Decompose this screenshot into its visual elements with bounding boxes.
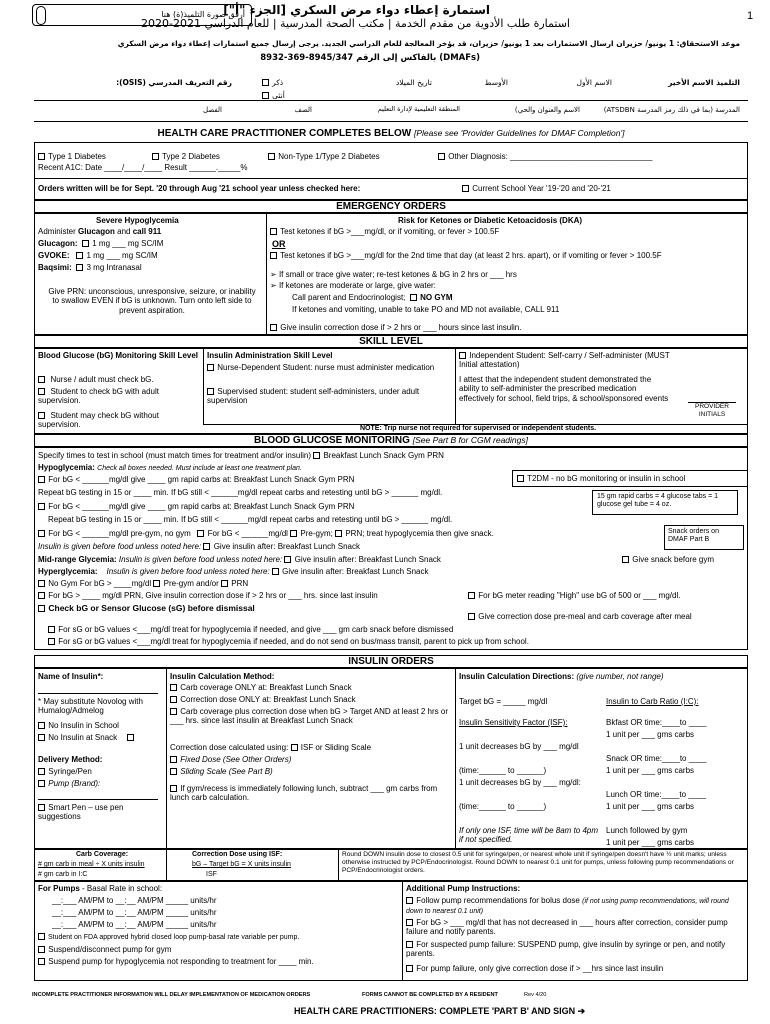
- glucagon-row[interactable]: [38, 239, 163, 248]
- bgm-line15[interactable]: [48, 637, 529, 646]
- dismiss1-label: For sG or bG values <___mg/dl treat for hypoglycemia if needed, and give ___ gm carb snack before dismissed: [58, 625, 454, 634]
- hcp-banner: [34, 128, 748, 140]
- gvoke-label: GVOKE:: [38, 251, 70, 260]
- prn2-label: PRN: [231, 579, 249, 588]
- bg-skill-2[interactable]: [38, 387, 202, 406]
- lunch-gym-ratio[interactable]: 1 unit per ___ gms carbs: [606, 838, 695, 847]
- pump-gym-checkbox[interactable]: [38, 946, 45, 953]
- hyper-opts: Give insulin after: Breakfast Lunch Snack: [282, 567, 429, 576]
- bg-skill-title: Blood Glucose (bG) Monitoring Skill Level: [38, 351, 199, 360]
- bgm-l8-checkbox[interactable]: [203, 543, 210, 550]
- syringe-label: Syringe/Pen: [48, 767, 92, 776]
- bg-skill-1[interactable]: [38, 375, 154, 384]
- hyper-note: Insulin is given before food unless noted here:: [106, 567, 270, 576]
- glucagon-checkbox[interactable]: [82, 240, 89, 247]
- isf1-time[interactable]: (time:______ to ______): [459, 766, 547, 775]
- glucagon-options: 1 mg ___ mg SC/IM: [92, 239, 164, 248]
- rounding-note: Round DOWN insulin dose to closest 0.5 unit for syringe/pen, or nearest whole unit if syringe/pen doesn't have ½ unit marks; unless otherwise instructed by PCP/Endocrinologist. Round DOWN to nearest 0.1 unit for pumps, unless following pump recommendations or PCP/Endocrinologist orders.: [342, 851, 734, 874]
- label-dob[interactable]: تاريخ الميلاد: [395, 78, 432, 87]
- correction-formula1: bG – Target bG = X units insulin: [192, 861, 291, 868]
- fax-text: (DMAFs) بالفاكس إلى الرقم 8945/347-369-8932: [260, 53, 480, 63]
- dka-or: OR: [272, 239, 286, 249]
- add-pump-title: Additional Pump Instructions:: [406, 884, 521, 893]
- dismiss1-checkbox[interactable]: [48, 626, 55, 633]
- no-snack-checkbox[interactable]: [38, 734, 45, 741]
- nogym-label: NO GYM: [420, 293, 453, 302]
- bgm-line4: Repeat bG testing in 15 or ____ min. If bG still < ______mg/dl repeat carbs and retesting until bG > ______ mg/dl.: [38, 488, 443, 497]
- smart-pen-checkbox[interactable]: [38, 804, 45, 811]
- bgm-line5[interactable]: [38, 502, 354, 511]
- isf2-time[interactable]: (time:______ to ______): [459, 802, 547, 811]
- paperclip-icon: [36, 6, 46, 25]
- skill-level-title: SKILL LEVEL: [34, 335, 748, 348]
- fixed-dose-checkbox[interactable]: [170, 756, 177, 763]
- dismissal-checkbox[interactable]: [38, 605, 45, 612]
- t2dm-checkbox[interactable]: [517, 475, 524, 482]
- label-class[interactable]: الفصل: [203, 106, 222, 114]
- bgm-l1-opts: Breakfast Lunch Snack Gym PRN: [323, 451, 444, 460]
- bgm-l7-checkbox[interactable]: [38, 530, 45, 537]
- dka3-label: If small or trace give water; re-test ketones & bG in 2 hrs or ___ hrs: [278, 270, 517, 279]
- isf-label: Insulin Sensitivity Factor (ISF):: [459, 718, 568, 727]
- hypo-header: [38, 463, 302, 473]
- bgm-title-band: [34, 434, 748, 447]
- type2-checkbox[interactable]: [152, 153, 159, 160]
- no-school-option[interactable]: [38, 721, 119, 730]
- syringe-option[interactable]: [38, 767, 92, 776]
- baqsimi-options: 3 mg Intranasal: [86, 263, 142, 272]
- type2-option[interactable]: [152, 152, 220, 161]
- hcp-title: HEALTH CARE PRACTITIONER COMPLETES BELOW: [157, 128, 412, 139]
- a1c-field[interactable]: Recent A1C: Date ____/____/____ Result ______._____%: [38, 163, 248, 172]
- dka-line5[interactable]: [292, 293, 453, 302]
- carb-plus-opts: Breakfast Lunch Snack: [270, 716, 353, 726]
- gvoke-options: 1 mg ___ mg SC/IM: [86, 251, 158, 260]
- male-label: ذكر: [272, 78, 284, 87]
- correction-title: Correction Dose using ISF:: [192, 851, 283, 858]
- hyper-row[interactable]: [38, 567, 428, 576]
- bgm-line1[interactable]: [38, 451, 444, 460]
- ic-ratio: Insulin to Carb Ratio (I:C):: [606, 697, 699, 706]
- bgm-line7[interactable]: [38, 529, 494, 538]
- ins-skill-1[interactable]: [207, 363, 451, 372]
- bgm-l5-checkbox[interactable]: [38, 503, 45, 510]
- bgm-l3-checkbox[interactable]: [38, 476, 45, 483]
- bgm-l12-label: For bG > ____ mg/dl PRN, Give insulin correction dose if > 2 hrs or ___ hrs. since last insulin: [48, 591, 378, 600]
- t2dm-label: T2DM - no bG monitoring or insulin in school: [527, 474, 686, 483]
- snack-note: Snack orders on DMAF Part B: [668, 528, 719, 544]
- add1-note: (if not using pump recommendations, will round down to nearest 0.1 unit): [406, 898, 729, 916]
- pump-option[interactable]: [38, 779, 100, 788]
- add3-label: For suspected pump failure: SUSPEND pump, give insulin by syringe or pen, and notify parents.: [406, 940, 726, 959]
- midrange-row[interactable]: [38, 555, 441, 564]
- add-pump-1[interactable]: [406, 896, 744, 917]
- bg-skill-3-label: Student may check bG without supervision.: [38, 411, 159, 430]
- nogym-bg-checkbox[interactable]: [38, 580, 45, 587]
- dka-title: Risk for Ketones or Diabetic Ketoacidosis (DKA): [398, 216, 583, 225]
- gvoke-checkbox[interactable]: [76, 252, 83, 259]
- pump-hypo-checkbox[interactable]: [38, 958, 45, 965]
- bgm-l5-label: For bG < ______mg/dl give ____ gm rapid carbs at:: [48, 502, 232, 511]
- bgm-l12-checkbox[interactable]: [38, 592, 45, 599]
- bg-skill-3[interactable]: [38, 411, 202, 430]
- type2-label: Type 2 Diabetes: [162, 152, 220, 161]
- gym-subtract-label: If gym/recess is immediately following lunch, subtract ___ gm carbs from lunch carb calculation.: [170, 784, 438, 803]
- add-pump-4[interactable]: [406, 964, 663, 973]
- no-snack-label: No Insulin at Snack: [48, 733, 118, 742]
- isf2[interactable]: 1 unit decreases bG by ___ mg/dl:: [459, 778, 581, 787]
- dka5-label: Call parent and Endocrinologist;: [292, 293, 406, 302]
- baqsimi-checkbox[interactable]: [76, 264, 83, 271]
- carb-only-opts: Breakfast Lunch Snack: [269, 683, 352, 692]
- carb-only-label: Carb coverage ONLY at:: [180, 683, 268, 692]
- midrange-note: Insulin is given before food unless noted here:: [118, 555, 283, 564]
- calc-using[interactable]: [170, 743, 371, 752]
- hcp-note: [Please see 'Provider Guidelines for DMAF Completion']: [413, 128, 625, 138]
- insulin-name-label: Name of Insulin*:: [38, 672, 104, 681]
- dir-title-label: Insulin Calculation Directions:: [459, 672, 575, 681]
- dka-line6: If ketones and vomiting, unable to take PO and MD not available, CALL 911: [292, 305, 560, 314]
- ins-skill-2[interactable]: [207, 387, 451, 406]
- male-checkbox[interactable]: [262, 79, 269, 86]
- type1-label: Type 1 Diabetes: [48, 152, 106, 161]
- hyper-checkbox[interactable]: [272, 568, 279, 575]
- dka2-checkbox[interactable]: [270, 252, 277, 259]
- label-school[interactable]: المدرسة (بما في ذلك رمز المدرسة ATSDBN): [603, 106, 740, 114]
- footer-incomplete: INCOMPLETE PRACTITIONER INFORMATION WILL DELAY IMPLEMENTATION OF MEDICATION ORDERS: [32, 992, 311, 998]
- type1-checkbox[interactable]: [38, 153, 45, 160]
- sex-male-option[interactable]: [262, 79, 283, 88]
- sex-female-option[interactable]: [262, 92, 285, 101]
- hypo-label: Hypoglycemia:: [38, 463, 95, 472]
- syringe-checkbox[interactable]: [38, 768, 45, 775]
- dismissal-label: Check bG or Sensor Glucose (sG) before dismissal: [48, 603, 255, 613]
- add4-label: For pump failure, only give correction dose if > __hrs since last insulin: [416, 964, 664, 973]
- label-district[interactable]: المنطقة التعليمية لإدارة التعليم: [377, 105, 460, 113]
- bgm-l5-opts: Breakfast Lunch Snack Gym PRN: [233, 502, 355, 511]
- other-checkbox[interactable]: [438, 153, 445, 160]
- isf-note: If only one ISF, time will be 8am to 4pm if not specified.: [459, 826, 599, 845]
- basal-rate-1[interactable]: __:___ AM/PM to __:__ AM/PM _____ units/hr: [52, 896, 217, 905]
- pump-hybrid[interactable]: [38, 933, 299, 942]
- add4-checkbox[interactable]: [406, 965, 413, 972]
- bgm-l1-label: Specify times to test in school (must match times for treatment and/or insulin): [38, 451, 311, 460]
- hypo-line1: Administer Glucagon and call 911: [38, 227, 162, 236]
- sliding-label: Sliding Scale (See Part B): [180, 767, 273, 776]
- t2dm-box[interactable]: [512, 470, 748, 487]
- pumps-title: [38, 884, 162, 893]
- add-pump-3[interactable]: [406, 940, 744, 959]
- pregym-label: Pre-gym;: [300, 529, 333, 538]
- baqsimi-row[interactable]: [38, 263, 142, 272]
- hyper-label: Hyperglycemia:: [38, 567, 98, 576]
- baqsimi-label: Baqsimi:: [38, 263, 72, 272]
- calc-carb-plus[interactable]: [170, 707, 450, 726]
- bgm-l3-label: For bG < ______mg/dl give ____ gm rapid carbs at:: [48, 475, 232, 484]
- carb-plus-checkbox[interactable]: [170, 708, 177, 715]
- premeal-label: Give correction dose pre-meal and carb coverage after meal: [478, 612, 692, 621]
- prn-treat-label: PRN; treat hypoglycemia then give snack.: [345, 529, 494, 538]
- fixed-dose-label: Fixed Dose (See Other Orders): [180, 755, 292, 764]
- gym-subtract-checkbox[interactable]: [170, 785, 177, 792]
- orders-period: Orders written will be for Sept. '20 through Aug '21 school year unless checked here:: [38, 184, 361, 193]
- gvoke-row[interactable]: [38, 251, 158, 260]
- pump-hypo[interactable]: [38, 957, 314, 966]
- label-last-name[interactable]: التلميذ الاسم الأخير: [668, 78, 740, 87]
- bgm-l7b-label: For bG < ______mg/dl: [207, 529, 288, 538]
- ind-skill-label: Independent Student: Self-carry / Self-administer (MUST Initial attestation): [459, 351, 670, 370]
- bgm-l7-label: For bG < ______mg/dl pre-gym, no gym: [48, 529, 191, 538]
- bg-skill-3-checkbox[interactable]: [38, 412, 45, 419]
- dka-line1[interactable]: [270, 227, 499, 236]
- pumps-subtitle: - Basal Rate in school:: [82, 884, 163, 893]
- calc-sliding[interactable]: [170, 767, 273, 776]
- ins-skill-1-checkbox[interactable]: [207, 364, 214, 371]
- ind-skill-checkbox[interactable]: [459, 352, 466, 359]
- bgm-line11[interactable]: [38, 579, 248, 588]
- hypo-note: Check all boxes needed. Must include at least one treatment plan.: [97, 465, 302, 472]
- provider-initials[interactable]: PROVIDER INITIALS: [688, 402, 736, 418]
- bgm-l8-opts: Give insulin after: Breakfast Lunch Snack: [213, 542, 360, 551]
- ins-skill-1-label: Nurse-Dependent Student: nurse must administer medication: [217, 363, 435, 372]
- pumps-title-label: For Pumps: [38, 884, 80, 893]
- dka1-label: Test ketones if bG >___mg/dl, or if vomiting, or fever > 100.5F: [280, 227, 500, 236]
- other-option[interactable]: [438, 152, 652, 161]
- dka-line3: ➢ If small or trace give water; re-test ketones & bG in 2 hrs or ___ hrs: [270, 270, 517, 279]
- no-school-checkbox[interactable]: [38, 722, 45, 729]
- lunch-ratio[interactable]: 1 unit per ___ gms carbs: [606, 802, 695, 811]
- dka2-label: Test ketones if bG >___mg/dl for the 2nd time that day (at least 2 hrs. apart), or if vomiting or fever > 100.5F: [280, 251, 662, 260]
- footer-final: HEALTH CARE PRACTITIONERS: COMPLETE 'PART B' AND SIGN ➔: [294, 1006, 586, 1016]
- bg-skill-2-label: Student to check bG with adult supervision.: [38, 387, 159, 406]
- pump-hypo-label: Suspend pump for hypoglycemia not responding to treatment for ____ min.: [48, 957, 314, 966]
- bgm-line12b[interactable]: [468, 591, 680, 600]
- lunch-gym: Lunch followed by gym: [606, 826, 688, 835]
- hybrid-label: Student on FDA approved hybrid closed loop pump-basal rate variable per pump.: [47, 934, 300, 941]
- isf-checkbox[interactable]: [291, 744, 298, 751]
- add3-checkbox[interactable]: [406, 941, 413, 948]
- bgm-l7b-checkbox[interactable]: [197, 530, 204, 537]
- bgm-line13b[interactable]: [468, 612, 692, 621]
- bgm-l3-opts: Breakfast Lunch Snack Gym PRN: [233, 475, 355, 484]
- corr-only-opts: Breakfast Lunch Snack: [273, 695, 356, 704]
- snack-gym-label: Give snack before gym: [632, 555, 715, 564]
- bgm-line13[interactable]: [38, 603, 255, 613]
- pump-label: Pump (Brand):: [48, 779, 101, 788]
- form-subtitle: استمارة طلب الأدوية من مقدم الخدمة | مكتب الصحة المدرسية | للعام الدراسي 2021-2020: [140, 17, 570, 30]
- label-osis[interactable]: رقم التعريف المدرسي (OSIS):: [116, 78, 232, 87]
- basal-rate-3[interactable]: __:___ AM/PM to __:__ AM/PM _____ units/hr: [52, 920, 217, 929]
- other-label: Other Diagnosis: ________________________________: [448, 152, 653, 161]
- label-middle[interactable]: الأوسط: [484, 78, 508, 87]
- pump-gym[interactable]: [38, 945, 171, 954]
- pump-gym-label: Suspend/disconnect pump for gym: [48, 945, 172, 954]
- bgm-line14[interactable]: [48, 625, 453, 634]
- bgm-line6: Repeat bG testing in 15 or ____ min. If bG still < ______mg/dl repeat carbs and retesting until bG > ______ mg/dl.: [48, 515, 453, 524]
- carbs-note-box: [592, 490, 738, 515]
- bgm-title-note: [See Part B for CGM readings]: [412, 435, 528, 445]
- pregym2-checkbox[interactable]: [153, 580, 160, 587]
- insulin-orders-title: INSULIN ORDERS: [34, 655, 748, 668]
- calc-gym[interactable]: [170, 784, 446, 803]
- pump-checkbox[interactable]: [38, 780, 45, 787]
- lunch-time[interactable]: Lunch OR time:____to ____: [606, 790, 707, 799]
- hybrid-checkbox[interactable]: [38, 933, 45, 940]
- no-snack-right-checkbox[interactable]: [127, 734, 134, 741]
- calc-using-opts: ISF or Sliding Scale: [300, 743, 372, 752]
- nontype-checkbox[interactable]: [268, 153, 275, 160]
- type1-option[interactable]: [38, 152, 106, 161]
- dka7-checkbox[interactable]: [270, 324, 277, 331]
- nogym-bg-label: No Gym For bG > ____mg/dl: [48, 579, 152, 588]
- add1-label: Follow pump recommendations for bolus dose: [416, 896, 580, 905]
- current-year-checkbox[interactable]: [462, 185, 469, 192]
- deadline-text: موعد الاستحقاق: 1 يونيو/ حزيران ارسال الاستمارات بعد 1 يونيو/ حزيران، قد يؤخر المعالجة للعام الدراسي الجديد. يرجى إرسال جميع استمارات إعطاء دواء مرض السكري: [117, 40, 740, 48]
- form-title: استمارة إعطاء دواء مرض السكري [الجزء "أ"]: [223, 3, 490, 17]
- bg-skill-1-checkbox[interactable]: [38, 376, 45, 383]
- carb-only-checkbox[interactable]: [170, 684, 177, 691]
- isf1[interactable]: 1 unit decreases bG by ___ mg/dl: [459, 742, 579, 751]
- bg-skill-1-label: Nurse / adult must check bG.: [50, 375, 154, 384]
- nogym-checkbox[interactable]: [410, 294, 417, 301]
- dka4-label: If ketones are moderate or large, give water:: [278, 281, 436, 290]
- sliding-checkbox[interactable]: [170, 768, 177, 775]
- carbs-note: 15 gm rapid carbs = 4 glucose tabs = 1 glucose gel tube = 4 oz.: [597, 493, 719, 509]
- label-address[interactable]: الاسم والعنوان والحي): [514, 106, 580, 114]
- snack-note-box: [664, 525, 744, 550]
- carb-coverage-title: Carb Coverage:: [76, 851, 129, 858]
- ind-skill-1[interactable]: [459, 351, 671, 370]
- calc-using-label: Correction dose calculated using:: [170, 743, 289, 752]
- glucagon-label: Glucagon:: [38, 239, 78, 248]
- ins-skill-2-checkbox[interactable]: [207, 388, 214, 395]
- bgm-line12[interactable]: [38, 591, 378, 600]
- corr-only-label: Correction dose ONLY at:: [180, 695, 272, 704]
- bg-skill-2-checkbox[interactable]: [38, 388, 45, 395]
- dka1-checkbox[interactable]: [270, 228, 277, 235]
- dka7-label: Give insulin correction dose if > 2 hrs or ___ hours since last insulin.: [280, 323, 522, 332]
- dka-line2[interactable]: [270, 251, 662, 260]
- dka-line7[interactable]: [270, 323, 521, 332]
- substitute-note: * May substitute Novolog with Humalog/Admelog: [38, 697, 143, 716]
- premeal-checkbox[interactable]: [468, 613, 475, 620]
- emergency-orders-title: EMERGENCY ORDERS: [34, 200, 748, 213]
- bgm-title: BLOOD GLUCOSE MONITORING: [254, 435, 410, 446]
- no-school-label: No Insulin in School: [48, 721, 119, 730]
- add2-checkbox[interactable]: [406, 919, 413, 926]
- ins-skill-2-label: Supervised student: student self-administers, under adult supervision: [207, 387, 420, 406]
- calc-correction-only[interactable]: [170, 695, 356, 704]
- meter-high-checkbox[interactable]: [468, 592, 475, 599]
- carb-coverage-formula1: # gm carb in meal ÷ X units insulin: [38, 861, 145, 868]
- bgm-line3[interactable]: [38, 475, 354, 484]
- calc-carb-only[interactable]: [170, 683, 352, 692]
- meter-high-label: For bG meter reading "High" use bG of 500 or ___ mg/dl.: [478, 591, 681, 600]
- snack-time[interactable]: Snack OR time:____to ____: [606, 754, 707, 763]
- midrange-checkbox[interactable]: [284, 556, 291, 563]
- female-label: أنثى: [272, 91, 285, 100]
- hypo-title: Severe Hypoglycemia: [96, 216, 179, 225]
- bkfast-time-label: Bkfast OR time:____to ____: [606, 718, 707, 727]
- bgm-line8[interactable]: [38, 542, 360, 551]
- bgm-l8-label: Insulin is given before food unless noted here:: [38, 542, 202, 551]
- no-snack-option[interactable]: [38, 733, 135, 742]
- prn-note: Give PRN: unconscious, unresponsive, seizure, or inability to swallow EVEN if bG is unknown. Turn onto left side to prevent aspiration.: [48, 287, 256, 315]
- calc-fixed[interactable]: [170, 755, 291, 764]
- carb-coverage-formula2: # gm carb in I:C: [38, 871, 88, 878]
- current-year-label: Current School Year '19-'20 and '20-'21: [472, 184, 611, 193]
- label-first-name[interactable]: الاسم الأول: [576, 78, 612, 87]
- smart-pen-label: Smart Pen – use pen suggestions: [38, 803, 124, 822]
- dismiss2-checkbox[interactable]: [48, 638, 55, 645]
- snack-gym-option[interactable]: [622, 555, 714, 564]
- bkfast-ratio[interactable]: 1 unit per ___ gms carbs: [606, 730, 695, 739]
- footer-rev: Rev 4/20: [524, 992, 547, 998]
- target-bg[interactable]: Target bG = _____ mg/dl: [459, 697, 548, 706]
- snack-ratio[interactable]: 1 unit per ___ gms carbs: [606, 766, 695, 775]
- dir-title-note: (give number, not range): [576, 672, 664, 681]
- midrange-label: Mid-range Glycemia:: [38, 555, 117, 564]
- corr-only-checkbox[interactable]: [170, 696, 177, 703]
- attach-photo-text: أرفق صورة التلميذ(ة) هنا: [161, 10, 245, 19]
- snack-gym-checkbox[interactable]: [622, 556, 629, 563]
- midrange-opts: Give insulin after: Breakfast Lunch Snack: [294, 555, 441, 564]
- prn2-checkbox[interactable]: [221, 580, 228, 587]
- dka-line4: ➢ If ketones are moderate or large, give water:: [270, 281, 436, 290]
- delivery-label: Delivery Method:: [38, 755, 103, 764]
- add1-checkbox[interactable]: [406, 897, 413, 904]
- female-checkbox[interactable]: [262, 92, 269, 99]
- nontype-label: Non-Type 1/Type 2 Diabetes: [278, 152, 380, 161]
- add-pump-2[interactable]: [406, 918, 744, 937]
- dir-title: [459, 672, 664, 681]
- correction-formula2: ISF: [206, 871, 217, 878]
- bkfast-time[interactable]: [606, 718, 707, 727]
- skill-note: NOTE: Trip nurse not required for supervised or independent students.: [360, 425, 597, 432]
- page-number: 1: [747, 10, 754, 22]
- label-grade[interactable]: الصف: [294, 106, 312, 114]
- carb-plus-label: Carb coverage plus correction dose when bG > Target AND at least 2 hrs or ___ hrs. since last insulin at: [170, 707, 449, 726]
- basal-rate-2[interactable]: __:___ AM/PM to __:__ AM/PM _____ units/hr: [52, 908, 217, 917]
- ind-attest: I attest that the independent student demonstrated the ability to self-administer the prescribed medication effectively for school, field trips, & school/sponsored events: [459, 375, 669, 403]
- pregym2-label: Pre-gym and/or: [163, 579, 219, 588]
- ins-skill-title: Insulin Administration Skill Level: [207, 351, 333, 360]
- nontype-option[interactable]: [268, 152, 380, 161]
- current-year-option[interactable]: [462, 184, 611, 193]
- pregym-checkbox[interactable]: [290, 530, 297, 537]
- dismiss2-label: For sG or bG values <___mg/dl treat for hypoglycemia if needed, and do not send on bus/mass transit, parent to pick up from school.: [58, 637, 529, 646]
- footer-resident: FORMS CANNOT BE COMPLETED BY A RESIDENT: [362, 992, 498, 998]
- bgm-times-checkbox[interactable]: [313, 452, 320, 459]
- smart-pen-option[interactable]: [38, 803, 162, 822]
- calc-method-title: Insulin Calculation Method:: [170, 672, 275, 681]
- prn-treat-checkbox[interactable]: [335, 530, 342, 537]
- add2-label: For bG > ___ mg/dl that has not decreased in ___ hours after correction, consider pump failure and notify parents.: [406, 918, 728, 937]
